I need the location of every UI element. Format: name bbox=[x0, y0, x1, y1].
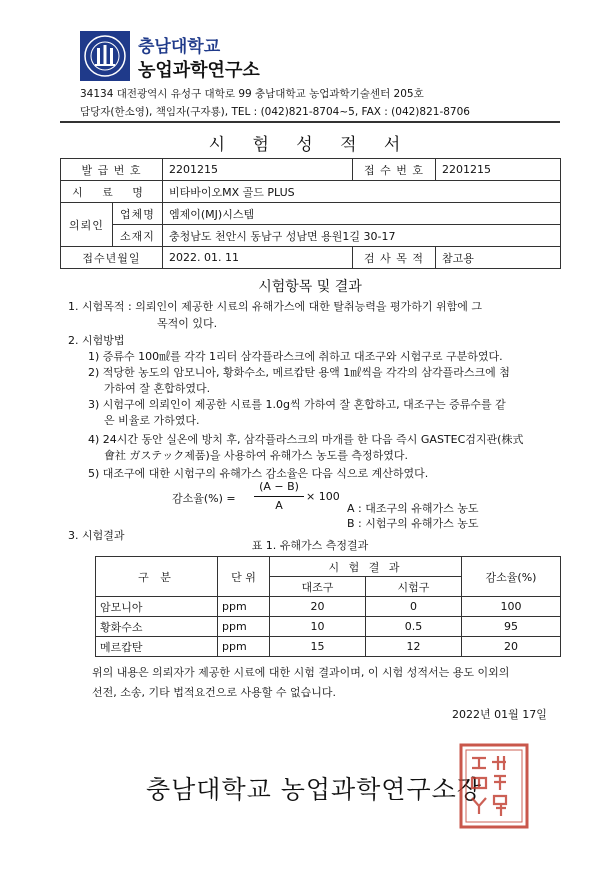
results-heading: 3. 시험결과 bbox=[68, 529, 125, 542]
formula-multiplier: × 100 bbox=[306, 490, 340, 503]
purpose-line-2: 목적이 있다. bbox=[157, 317, 218, 330]
sample-label: 시 료 명 bbox=[61, 181, 163, 203]
info-row-date bbox=[61, 247, 561, 269]
info-row-location bbox=[61, 225, 561, 247]
row-reduction: 100 bbox=[462, 597, 561, 617]
issue-no-label: 발 급 번 호 bbox=[61, 159, 163, 181]
method-step-2b: 가하여 잘 혼합하였다. bbox=[104, 382, 211, 395]
row-control: 20 bbox=[270, 597, 366, 617]
row-control: 15 bbox=[270, 637, 366, 657]
formula-numerator: (A − B) bbox=[259, 480, 299, 493]
col-control: 대조구 bbox=[270, 577, 366, 597]
formula-fraction-bar bbox=[254, 496, 304, 497]
note-line-1: 위의 내용은 의뢰자가 제공한 시료에 대한 시험 결과이며, 이 시험 성적서는 용도 이외의 bbox=[92, 666, 510, 679]
row-name: 황화수소 bbox=[96, 617, 218, 637]
formula-denominator: A bbox=[275, 499, 283, 512]
formula-legend-b: B : 시험구의 유해가스 농도 bbox=[347, 517, 479, 530]
table-row bbox=[96, 637, 561, 657]
company-value: 엠제이(MJ)시스템 bbox=[163, 203, 561, 225]
row-unit: ppm bbox=[218, 637, 270, 657]
sample-value: 비타바이오MX 골드 PLUS bbox=[163, 181, 561, 203]
university-logo-icon bbox=[80, 31, 130, 81]
row-name: 암모니아 bbox=[96, 597, 218, 617]
purpose-line-1: 1. 시험목적 : 의뢰인이 제공한 시료의 유해가스에 대한 탈취능력을 평가하기 위함에 그 bbox=[68, 300, 482, 313]
formula-legend-a: A : 대조구의 유해가스 농도 bbox=[347, 502, 479, 515]
method-step-3b: 은 비율로 가하였다. bbox=[104, 414, 200, 427]
method-step-5: 5) 대조구에 대한 시험구의 유해가스 감소율은 다음 식으로 계산하였다. bbox=[88, 467, 429, 480]
row-control: 10 bbox=[270, 617, 366, 637]
col-reduction: 감소율(%) bbox=[462, 557, 561, 597]
table-caption: 표 1. 유해가스 측정결과 bbox=[251, 539, 369, 552]
info-row-sample bbox=[61, 181, 561, 203]
table-row bbox=[96, 597, 561, 617]
company-label: 업체명 bbox=[113, 203, 163, 225]
receipt-no-value: 2201215 bbox=[436, 159, 561, 181]
purpose-value: 참고용 bbox=[436, 247, 561, 269]
row-test: 0.5 bbox=[366, 617, 462, 637]
receipt-date-label: 접수년월일 bbox=[61, 247, 163, 269]
row-unit: ppm bbox=[218, 597, 270, 617]
col-category: 구 분 bbox=[96, 557, 218, 597]
row-test: 0 bbox=[366, 597, 462, 617]
results-header-row-1 bbox=[96, 557, 561, 577]
row-name: 메르캅탄 bbox=[96, 637, 218, 657]
results-table bbox=[95, 556, 561, 657]
method-step-1: 1) 증류수 100㎖를 각각 1리터 삼각플라스크에 취하고 대조구와 시험구로 구분하였다. bbox=[88, 350, 503, 363]
col-unit: 단 위 bbox=[218, 557, 270, 597]
purpose-label: 검 사 목 적 bbox=[353, 247, 436, 269]
org-institute-name: 농업과학연구소 bbox=[138, 60, 260, 81]
method-step-3a: 3) 시험구에 의뢰인이 제공한 시료를 1.0g씩 가하여 잘 혼합하고, 대조구는 증류수를 같 bbox=[88, 398, 506, 411]
row-test: 12 bbox=[366, 637, 462, 657]
col-results: 시 험 결 과 bbox=[270, 557, 462, 577]
org-university-name: 충남대학교 bbox=[138, 37, 221, 57]
issue-date: 2022년 01월 17일 bbox=[452, 708, 547, 721]
method-step-4b: 會社 ガステック제품)을 사용하여 유해가스 농도를 측정하였다. bbox=[104, 449, 408, 462]
client-label: 의뢰인 bbox=[61, 203, 113, 247]
header-address: 34134 대전광역시 유성구 대학로 99 충남대학교 농업과학기술센터 205호 bbox=[80, 88, 424, 100]
note-line-2: 선전, 소송, 기타 법적요건으로 사용할 수 없습니다. bbox=[92, 686, 336, 699]
method-step-4a: 4) 24시간 동안 실온에 방치 후, 삼각플라스크의 마개를 한 다음 즉시 GASTEC검지관(株式 bbox=[88, 433, 524, 446]
formula-lhs: 감소율(%) = bbox=[172, 492, 236, 505]
header-divider bbox=[60, 121, 560, 123]
section-title: 시험항목 및 결과 bbox=[258, 279, 362, 295]
row-unit: ppm bbox=[218, 617, 270, 637]
issue-no-value: 2201215 bbox=[163, 159, 353, 181]
method-step-2a: 2) 적당한 농도의 암모니아, 황화수소, 메르캅탄 용액 1㎖씩을 각각의 삼각플라스크에 첨 bbox=[88, 366, 510, 379]
info-row-company bbox=[61, 203, 561, 225]
receipt-date-value: 2022. 01. 11 bbox=[163, 247, 353, 269]
document-title: 시 험 성 적 서 bbox=[208, 135, 412, 155]
location-value: 충청남도 천안시 동남구 성남면 용원1길 30-17 bbox=[163, 225, 561, 247]
info-table bbox=[60, 158, 561, 269]
info-row-issue bbox=[61, 159, 561, 181]
director-signature: 충남대학교 농업과학연구소장 bbox=[146, 775, 482, 804]
table-row bbox=[96, 617, 561, 637]
receipt-no-label: 접 수 번 호 bbox=[353, 159, 436, 181]
col-test: 시험구 bbox=[366, 577, 462, 597]
method-heading: 2. 시험방법 bbox=[68, 334, 125, 347]
header-contact: 담당자(한소영), 책임자(구자룡), TEL : (042)821-8704~5, FAX : (042)821-8706 bbox=[80, 106, 470, 118]
location-label: 소재지 bbox=[113, 225, 163, 247]
official-seal-icon bbox=[458, 742, 530, 830]
row-reduction: 95 bbox=[462, 617, 561, 637]
row-reduction: 20 bbox=[462, 637, 561, 657]
